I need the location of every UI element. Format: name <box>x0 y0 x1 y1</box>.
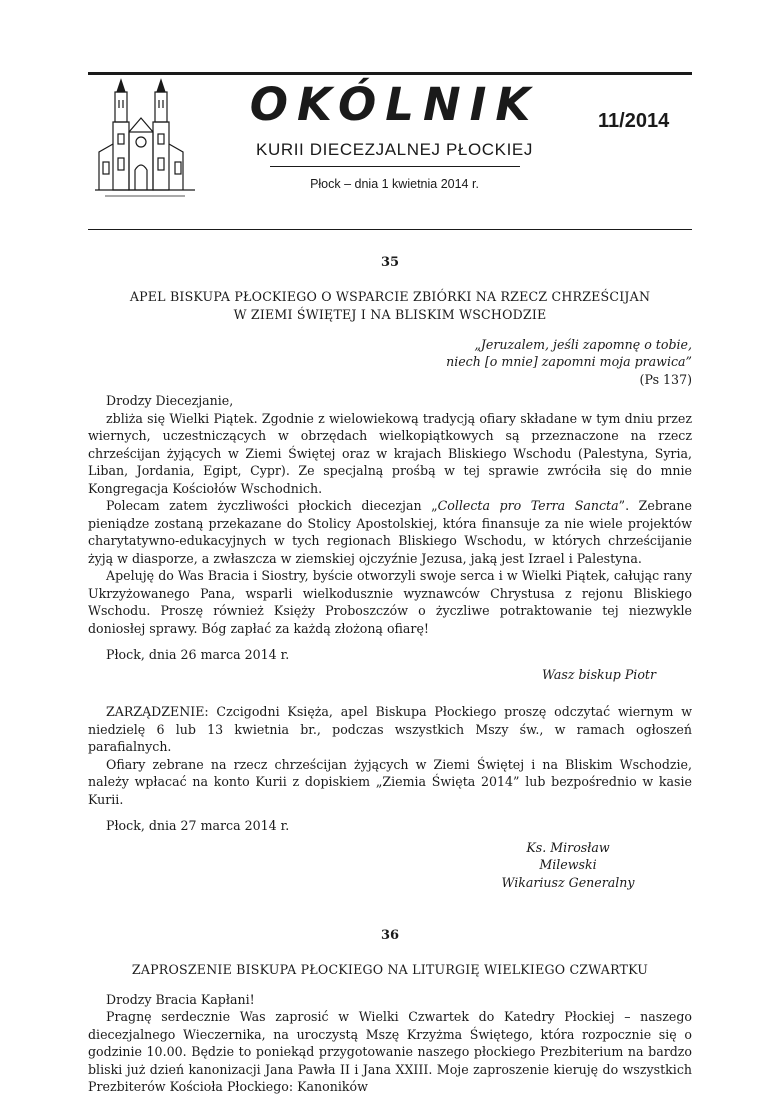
directive-date: Płock, dnia 27 marca 2014 r. <box>106 818 290 833</box>
publication-title: OKÓLNIK <box>249 78 540 131</box>
section-heading-35 <box>88 288 692 324</box>
paragraph: Pragnę serdecznie Was zaprosić w Wielki Czwartek do Katedry Płockiej – naszego diecezjalnego Wieczernika, na uroczystą Mszę Krzyżma Świętego, która rozpocznie się o godzinie 10.00. Będzie to poniekąd przygotowanie naszego płockiego Prezbiterium na bardzo bliski już dzień kanonizacji Jana Pawła II i Jana XXIII. Moje zaproszenie kieruję do wszystkich Prezbiterów Kościoła Płockiego: Kanoników <box>88 1009 692 1094</box>
heading-line-2: W ZIEMI ŚWIĘTEJ I NA BLISKIM WSCHODZIE <box>233 306 547 322</box>
paragraph-text: Polecam zatem życzliwości płockich diecezjan „ <box>106 498 438 513</box>
issue-number: 11/2014 <box>598 110 670 132</box>
section-heading-36: ZAPROSZENIE BISKUPA PŁOCKIEGO NA LITURGIĘ WIELKIEGO CZWARTKU <box>131 961 649 977</box>
directive-paragraph: ZARZĄDZENIE: Czcigodni Księża, apel Biskupa Płockiego proszę odczytać wiernym w niedzielę 6 lub 13 kwietnia br., podczas wszystkich Mszy św., w ramach ogłoszeń parafialnych. <box>88 704 692 754</box>
masthead <box>232 80 557 191</box>
section-number-36: 36 <box>380 928 400 943</box>
salutation: Drodzy Diecezjanie, <box>106 393 234 408</box>
signer-name: Ks. Mirosław Milewski <box>526 839 610 872</box>
motto-line-2: niech [o mnie] zapomni moja prawica” <box>446 354 692 369</box>
heading-line-1: APEL BISKUPA PŁOCKIEGO O WSPARCIE ZBIÓRKI NA RZECZ CHRZEŚCIJAN <box>129 288 651 304</box>
header-top-rule <box>88 72 692 75</box>
scripture-motto <box>88 336 692 389</box>
issue-dateline: Płock – dnia 1 kwietnia 2014 r. <box>310 177 479 191</box>
paragraph: Apeluję do Was Bracia i Siostry, byście otworzyli swoje serca i w Wielki Piątek, całując rany Ukrzyżowanego Pana, wsparli wielkodusznie wyznawców Chrystusa z rejonu Bliskiego Wschodu. Proszę również Księży Proboszczów o życzliwe potraktowanie tej niezwykle doniosłej sprawy. Bóg zapłać za każdą złożoną ofiarę! <box>88 568 692 636</box>
section-number-35: 35 <box>380 255 400 270</box>
latin-phrase: Collecta pro Terra Sancta <box>437 498 619 513</box>
motto-line-1: „Jeruzalem, jeśli zapomnę o tobie, <box>474 336 692 352</box>
vicar-signature <box>498 839 638 892</box>
cathedral-illustration <box>95 78 195 204</box>
subtitle-rule <box>270 166 520 167</box>
publication-subtitle: KURII DIECEZJALNEJ PŁOCKIEJ <box>256 140 533 159</box>
document-body <box>88 240 692 1096</box>
signer-title: Wikariusz Generalny <box>501 874 635 890</box>
salutation: Drodzy Bracia Kapłani! <box>106 991 255 1007</box>
directive-paragraph: Ofiary zebrane na rzecz chrześcijan żyjących w Ziemi Świętej i na Bliskim Wschodzie, należy wpłacać na konto Kurii z dopiskiem „Ziemia Święta 2014” lub bezpośrednio w kasie Kurii. <box>88 756 692 807</box>
bishop-signature: Wasz biskup Piotr <box>542 666 656 682</box>
letter-date: Płock, dnia 26 marca 2014 r. <box>106 647 290 662</box>
paragraph-text: ”. Zebrane pieniądze zostaną przekazane do Stolicy Apostolskiej, która finansuje za nie wiele projektów charytatywno-edukacyjnych w tych regionach Bliskiego Wschodu, w których chrześcijanie żyją w diasporze, a zwłaszcza w ziemskiej ojczyźnie Jezusa, jaką jest Izrael i Palestyna. <box>88 498 692 566</box>
paragraph: zbliża się Wielki Piątek. Zgodnie z wielowiekową tradycją ofiary składane w tym dniu przez wiernych, uczestniczących w obrzędach wielkopiątkowych są przeznaczone na rzecz chrześcijan żyjących w Ziemi Świętej oraz w krajach Bliskiego Wschodu (Palestyna, Syria, Liban, Jordania, Egipt, Cypr). Ze specjalną prośbą w tej sprawie zwróciła się do mnie Kongregacja Kościołów Wschodnich. <box>88 410 692 496</box>
paragraph <box>88 497 692 567</box>
header-bottom-rule <box>88 229 692 230</box>
motto-reference: (Ps 137) <box>639 371 692 387</box>
